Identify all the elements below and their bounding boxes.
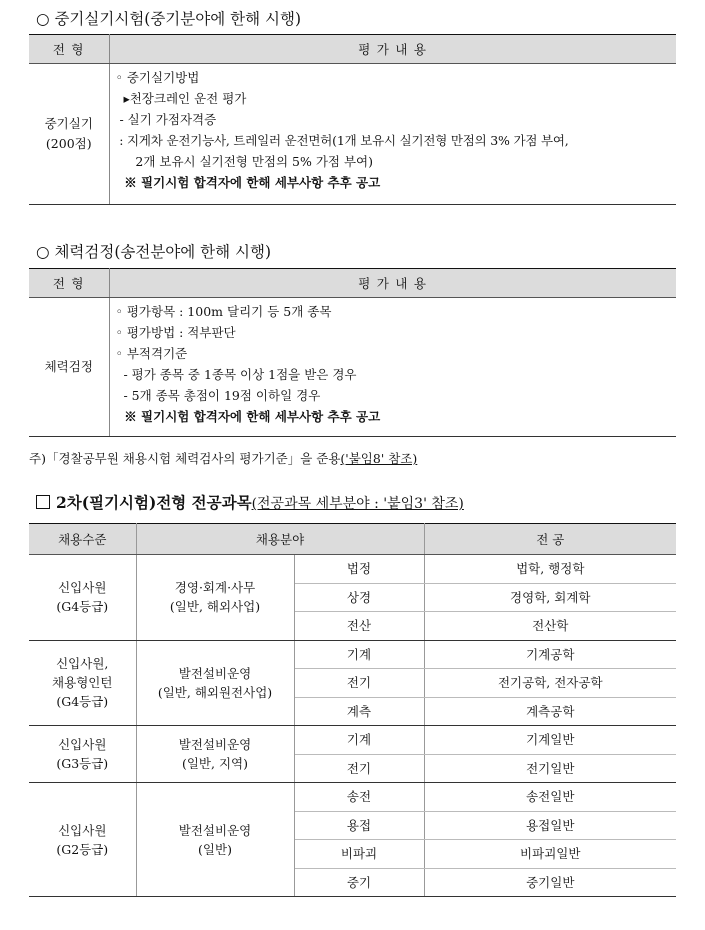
section2-heading: ○ 체력검정(송전분야에 한해 시행): [36, 243, 272, 261]
level-line: 신입사원: [58, 737, 107, 752]
subfield-cell: 전기: [294, 669, 424, 698]
section1-line: 2개 보유시 실기전형 만점의 5% 가점 부여): [115, 154, 373, 169]
section2-line: - 평가 종목 중 1종목 이상 1점을 받은 경우: [115, 367, 357, 382]
section2-table: [29, 268, 676, 437]
major-cell: 중기일반: [424, 868, 676, 897]
footnote: [29, 449, 417, 467]
section1-line: - 실기 가점자격증: [115, 112, 217, 127]
major-cell: 기계일반: [424, 726, 676, 755]
section2-col1-header: 전 형: [29, 269, 109, 298]
field-header: 채용분야: [136, 524, 424, 555]
field-line: (일반, 해외사업): [169, 599, 261, 615]
major-cell: 전산학: [424, 612, 676, 641]
field-cell: [136, 726, 294, 783]
table-row: [29, 555, 676, 584]
major-cell: 계측공학: [424, 697, 676, 726]
section2-line: ◦ 평가방법 : 적부판단: [115, 325, 236, 340]
level-cell: [29, 640, 136, 726]
major-cell: 비파괴일반: [424, 840, 676, 869]
section1-line: ◦ 중기실기방법: [115, 70, 200, 85]
level-line: (G4등급): [56, 694, 109, 710]
level-header: 채용수준: [29, 524, 136, 555]
major-cell: 전기일반: [424, 754, 676, 783]
major-cell: 전기공학, 전자공학: [424, 669, 676, 698]
section1-heading: ○ 중기실기시험(중기분야에 한해 시행): [36, 10, 301, 28]
section2-col2-header: 평 가 내 용: [109, 269, 676, 298]
subfield-cell: 기계: [294, 726, 424, 755]
level-line: (G4등급): [56, 599, 109, 615]
field-line: (일반): [198, 841, 232, 857]
section3-heading: [36, 491, 464, 513]
major-cell: 기계공학: [424, 640, 676, 669]
major-subjects-body: [29, 555, 676, 897]
section2-line: ◦ 부적격기준: [115, 346, 188, 361]
field-cell: [136, 555, 294, 641]
major-cell: 법학, 행정학: [424, 555, 676, 584]
table-row: [29, 726, 676, 755]
section1-col1-header: 전 형: [29, 35, 109, 64]
section2-line: ◦ 평가항목 : 100m 달리기 등 5개 종목: [115, 304, 332, 319]
subfield-cell: 송전: [294, 783, 424, 812]
section1-body-cell: [109, 64, 676, 205]
level-line: 신입사원: [58, 580, 107, 596]
major-subjects-table: [29, 523, 676, 897]
subfield-cell: 전산: [294, 612, 424, 641]
section3-title: 2차(필기시험)전형 전공과목: [56, 493, 252, 512]
subfield-cell: 계측: [294, 697, 424, 726]
level-line: 채용형인턴: [52, 675, 113, 691]
subfield-cell: 용접: [294, 811, 424, 840]
major-cell: 경영학, 회계학: [424, 583, 676, 612]
field-line: 발전설비운영: [178, 822, 252, 838]
level-cell: [29, 726, 136, 783]
field-line: 발전설비운영: [178, 665, 252, 681]
level-cell: [29, 783, 136, 897]
subfield-cell: 법정: [294, 555, 424, 584]
table-row: [29, 783, 676, 812]
major-header: 전 공: [424, 524, 676, 555]
section1-line: : 지게차 운전기능사, 트레일러 운전면허(1개 보유시 실기전형 만점의 3% 가점 부여,: [115, 133, 569, 148]
section1-col2-header: 평 가 내 용: [109, 35, 676, 64]
section1-left-line1: 중기실기: [44, 116, 93, 131]
section1-line: ▸천장크레인 운전 평가: [115, 91, 247, 106]
field-line: (일반, 지역): [181, 756, 248, 771]
checkbox-square-icon: [36, 495, 50, 509]
section1-table: [29, 34, 676, 205]
subfield-cell: 비파괴: [294, 840, 424, 869]
field-cell: [136, 640, 294, 726]
field-line: (일반, 해외원전사업): [157, 684, 273, 700]
section2-left-cell: 체력검정: [29, 298, 109, 437]
level-cell: [29, 555, 136, 641]
footnote-ref: ('붙임8' 참조): [340, 451, 418, 466]
section1-left-cell: [29, 64, 109, 205]
section2-line: - 5개 종목 총점이 19점 이하일 경우: [115, 388, 321, 403]
field-cell: [136, 783, 294, 897]
section2-body-cell: [109, 298, 676, 437]
footnote-text: 주)「경찰공무원 채용시험 체력검사의 평가기준」을 준용: [29, 451, 341, 466]
level-line: (G3등급): [56, 756, 109, 771]
table-row: [29, 640, 676, 669]
subfield-cell: 전기: [294, 754, 424, 783]
subfield-cell: 상경: [294, 583, 424, 612]
section1-left-line2: (200점): [45, 136, 92, 151]
major-cell: 송전일반: [424, 783, 676, 812]
field-line: 경영·회계·사무: [174, 580, 256, 596]
level-line: 신입사원: [58, 822, 107, 838]
subfield-cell: 기계: [294, 640, 424, 669]
subfield-cell: 중기: [294, 868, 424, 897]
section3-subtitle: (전공과목 세부분야 : '붙임3' 참조): [251, 496, 464, 512]
major-cell: 용접일반: [424, 811, 676, 840]
level-line: 신입사원,: [56, 656, 109, 672]
section1-notice: ※ 필기시험 합격자에 한해 세부사항 추후 공고: [115, 175, 381, 190]
level-line: (G2등급): [56, 841, 109, 857]
section2-notice: ※ 필기시험 합격자에 한해 세부사항 추후 공고: [115, 409, 381, 424]
field-line: 발전설비운영: [178, 737, 252, 752]
